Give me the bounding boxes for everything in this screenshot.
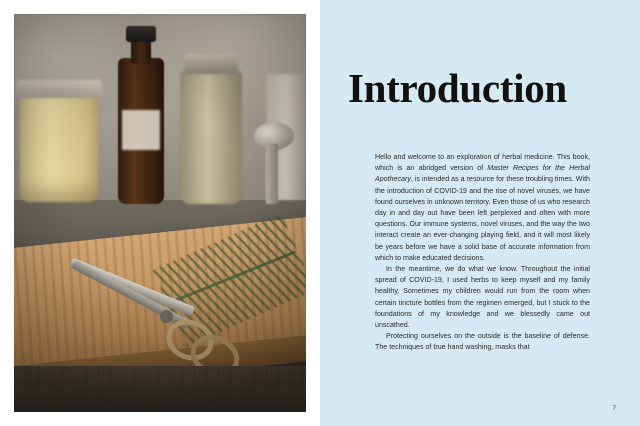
text-run: , is intended as a resource for these troubling times. With the introduction of COVID-19 and the rise of novel viruses, we have found ourselves in unknown territory. Even those of us who research day in and day out have been left perplexed and often with more questions. Our immune systems, novel viruses, and the way the two interact create an ever-changing playing field, and it will most likely be years before we have a solid base of accurate information from which to make educated decisions.	[375, 175, 590, 262]
paragraph-1	[375, 152, 590, 264]
page-number: 7	[612, 405, 616, 412]
body-text	[375, 152, 590, 354]
yellow-jar-lid	[16, 80, 102, 98]
text-run: In the meantime, we do what we know. Throughout the initial spread of COVID-19, I used herbs to keep myself and my family healthy. Sometimes my children would run from the room when certain tincture bottles from the regimen emerged, but I stuck to the foundations of my knowledge and we blessedly came out unscathed.	[375, 265, 590, 330]
text-run: Protecting ourselves on the outside is the baseline of defense. The techniques of true hand washing, masks that	[375, 332, 590, 352]
right-page	[320, 0, 640, 426]
herb-jar-lid	[184, 54, 238, 74]
paragraph-3	[375, 331, 590, 353]
apothecary-photo	[14, 14, 306, 412]
metal-spoon-handle	[266, 144, 278, 204]
page-title: Introduction	[348, 65, 567, 111]
wooden-table-front	[14, 366, 306, 412]
book-title-italic: Master Recipes for the Herbal Apothecary	[375, 164, 590, 184]
scissors-pivot	[160, 310, 173, 323]
amber-bottle-dropper-cap	[126, 26, 156, 42]
amber-bottle-label	[122, 110, 160, 150]
yellow-jar	[20, 92, 98, 202]
paragraph-2	[375, 264, 590, 331]
herb-jar	[180, 70, 242, 204]
text-run: Hello and welcome to an exploration of herbal medicine. This book, which is an abridged version of	[375, 153, 590, 173]
